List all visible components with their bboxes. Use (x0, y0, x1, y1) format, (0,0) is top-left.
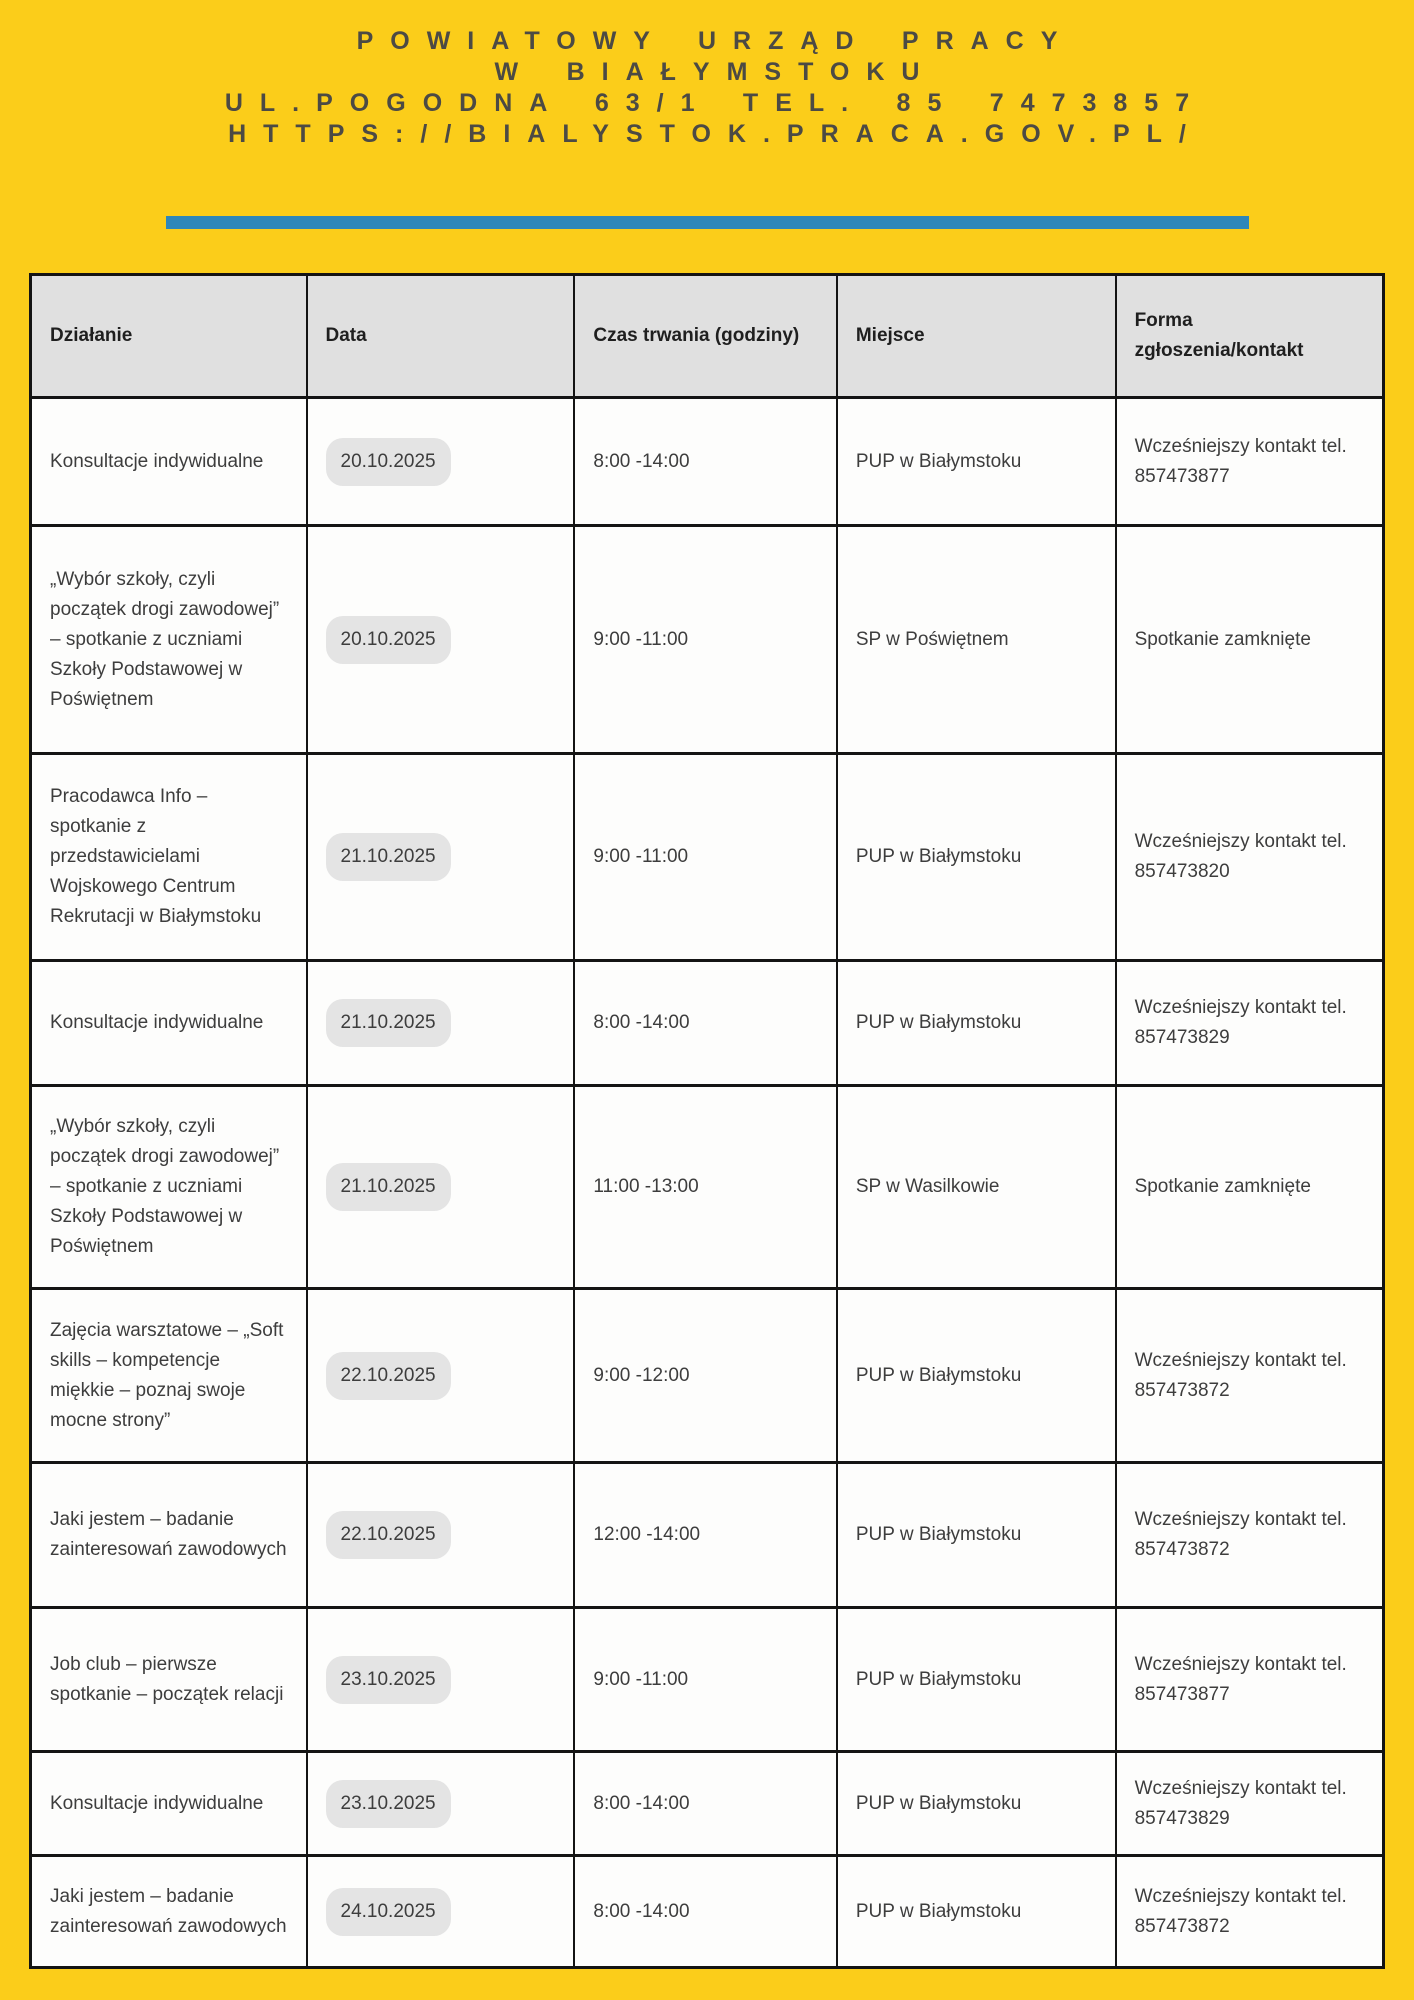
cell-miejsce (837, 398, 1116, 526)
contact-text: Spotkanie zamknięte (1134, 628, 1311, 650)
contact-text: Wcześniejszy kontakt tel. 857473829 (1134, 997, 1347, 1048)
cell-data (307, 1086, 575, 1289)
letterhead (0, 26, 1414, 150)
location-text: PUP w Białymstoku (855, 1792, 1022, 1814)
table-row (31, 1289, 1384, 1463)
date-pill: 24.10.2025 (326, 1888, 451, 1936)
cell-data (307, 1608, 575, 1752)
cell-data (307, 1289, 575, 1463)
table-row (31, 754, 1384, 961)
activity-text: Zajęcia warsztatowe – „Soft skills – kompetencje miękkie – poznaj swoje mocne strony” (50, 1319, 284, 1431)
cell-data (307, 1856, 575, 1968)
cell-forma-zgloszenia (1116, 1752, 1384, 1856)
cell-data (307, 754, 575, 961)
time-range-text: 8:00 -14:00 (593, 450, 690, 472)
table-row (31, 961, 1384, 1086)
table-row (31, 398, 1384, 526)
location-text: PUP w Białymstoku (855, 1012, 1022, 1033)
cell-data (307, 1752, 575, 1856)
location-text: SP w Poświętnem (855, 628, 1009, 650)
cell-czas-trwania (574, 1086, 836, 1289)
time-range-text: 11:00 -13:00 (593, 1176, 699, 1197)
date-pill: 23.10.2025 (326, 1780, 451, 1828)
cell-forma-zgloszenia (1116, 961, 1384, 1086)
location-text: PUP w Białymstoku (855, 1524, 1022, 1545)
cell-miejsce (837, 961, 1116, 1086)
table-row (31, 1086, 1384, 1289)
contact-text: Wcześniejszy kontakt tel. 857473872 (1134, 1349, 1347, 1401)
table-row (31, 1608, 1384, 1752)
cell-miejsce (837, 1752, 1116, 1856)
cell-dzialanie (31, 1856, 307, 1968)
table-row (31, 1856, 1384, 1968)
cell-forma-zgloszenia (1116, 1608, 1384, 1752)
location-text: PUP w Białymstoku (855, 1364, 1022, 1386)
location-text: PUP w Białymstoku (855, 846, 1022, 867)
activity-text: Konsultacje indywidualne (50, 1792, 264, 1814)
cell-miejsce (837, 1856, 1116, 1968)
cell-dzialanie (31, 1289, 307, 1463)
cell-dzialanie (31, 1463, 307, 1608)
cell-dzialanie (31, 1608, 307, 1752)
activity-text: „Wybór szkoły, czyli początek drogi zawodowej” – spotkanie z uczniami Szkoły Podstawowej w Poświętnem (50, 1116, 280, 1257)
cell-miejsce (837, 1463, 1116, 1608)
date-pill: 22.10.2025 (326, 1511, 451, 1559)
table-row (31, 526, 1384, 754)
cell-dzialanie (31, 526, 307, 754)
cell-forma-zgloszenia (1116, 1086, 1384, 1289)
column-header-miejsce: Miejsce (837, 275, 1116, 398)
location-text: PUP w Białymstoku (855, 450, 1022, 472)
cell-miejsce (837, 754, 1116, 961)
activity-text: Job club – pierwsze spotkanie – początek relacji (50, 1653, 284, 1705)
contact-text: Wcześniejszy kontakt tel. 857473820 (1134, 831, 1347, 882)
org-name-line-2: W BIAŁYMSTOKU (494, 58, 937, 86)
time-range-text: 12:00 -14:00 (593, 1524, 701, 1545)
contact-text: Wcześniejszy kontakt tel. 857473829 (1134, 1777, 1347, 1829)
cell-miejsce (837, 1608, 1116, 1752)
date-pill: 20.10.2025 (326, 438, 451, 486)
time-range-text: 9:00 -12:00 (593, 1364, 690, 1386)
table-header-row (31, 275, 1384, 398)
cell-dzialanie (31, 961, 307, 1086)
cell-forma-zgloszenia (1116, 526, 1384, 754)
contact-text: Wcześniejszy kontakt tel. 857473872 (1134, 1509, 1347, 1560)
date-pill: 20.10.2025 (326, 616, 451, 664)
activity-text: Jaki jestem – badanie zainteresowań zawodowych (50, 1885, 287, 1937)
cell-czas-trwania (574, 1856, 836, 1968)
cell-data (307, 1463, 575, 1608)
contact-text: Wcześniejszy kontakt tel. 857473877 (1134, 1653, 1347, 1705)
cell-czas-trwania (574, 1608, 836, 1752)
divider-bar (166, 216, 1249, 229)
cell-data (307, 398, 575, 526)
column-header-dzialanie: Działanie (31, 275, 307, 398)
cell-data (307, 961, 575, 1086)
activity-text: Jaki jestem – badanie zainteresowań zawodowych (50, 1509, 287, 1560)
cell-forma-zgloszenia (1116, 1289, 1384, 1463)
activity-text: Konsultacje indywidualne (50, 450, 264, 472)
cell-miejsce (837, 526, 1116, 754)
cell-forma-zgloszenia (1116, 1463, 1384, 1608)
org-name-line-1: POWIATOWY URZĄD PRACY (356, 27, 1075, 55)
cell-czas-trwania (574, 1463, 836, 1608)
location-text: PUP w Białymstoku (855, 1900, 1022, 1922)
time-range-text: 8:00 -14:00 (593, 1012, 690, 1033)
column-header-data: Data (307, 275, 575, 398)
location-text: SP w Wasilkowie (855, 1176, 1000, 1197)
table-body (31, 398, 1384, 1968)
cell-forma-zgloszenia (1116, 754, 1384, 961)
cell-czas-trwania (574, 1289, 836, 1463)
cell-forma-zgloszenia (1116, 1856, 1384, 1968)
contact-text: Wcześniejszy kontakt tel. 857473877 (1134, 435, 1347, 487)
table-row (31, 1752, 1384, 1856)
date-pill: 21.10.2025 (326, 999, 451, 1047)
location-text: PUP w Białymstoku (855, 1668, 1022, 1690)
table-row (31, 1463, 1384, 1608)
time-range-text: 8:00 -14:00 (593, 1792, 690, 1814)
activity-text: Pracodawca Info – spotkanie z przedstawicielami Wojskowego Centrum Rekrutacji w Białymstoku (50, 786, 262, 927)
time-range-text: 9:00 -11:00 (593, 628, 689, 650)
cell-data (307, 526, 575, 754)
cell-miejsce (837, 1086, 1116, 1289)
activity-text: Konsultacje indywidualne (50, 1012, 264, 1033)
cell-dzialanie (31, 1752, 307, 1856)
cell-dzialanie (31, 1086, 307, 1289)
cell-forma-zgloszenia (1116, 398, 1384, 526)
date-pill: 22.10.2025 (326, 1352, 451, 1400)
date-pill: 23.10.2025 (326, 1656, 451, 1704)
time-range-text: 8:00 -14:00 (593, 1900, 690, 1922)
cell-czas-trwania (574, 1752, 836, 1856)
org-address-phone: UL.POGODNA 63/1 TEL. 85 7473857 (224, 89, 1207, 117)
date-pill: 21.10.2025 (326, 1163, 451, 1211)
time-range-text: 9:00 -11:00 (593, 1668, 689, 1690)
cell-dzialanie (31, 754, 307, 961)
column-header-czas-trwania: Czas trwania (godziny) (574, 275, 836, 398)
date-pill: 21.10.2025 (326, 833, 451, 881)
time-range-text: 9:00 -11:00 (593, 846, 689, 867)
cell-czas-trwania (574, 526, 836, 754)
cell-miejsce (837, 1289, 1116, 1463)
cell-czas-trwania (574, 754, 836, 961)
contact-text: Spotkanie zamknięte (1134, 1176, 1311, 1197)
activity-text: „Wybór szkoły, czyli początek drogi zawodowej” – spotkanie z uczniami Szkoły Podstawowej w Poświętnem (50, 568, 280, 710)
cell-czas-trwania (574, 398, 836, 526)
org-website-url: HTTPS://BIALYSTOK.PRACA.GOV.PL/ (228, 120, 1203, 148)
cell-czas-trwania (574, 961, 836, 1086)
contact-text: Wcześniejszy kontakt tel. 857473872 (1134, 1885, 1347, 1937)
cell-dzialanie (31, 398, 307, 526)
column-header-forma-zgloszenia: Forma zgłoszenia/kontakt (1116, 275, 1384, 398)
schedule-table (29, 273, 1385, 1969)
